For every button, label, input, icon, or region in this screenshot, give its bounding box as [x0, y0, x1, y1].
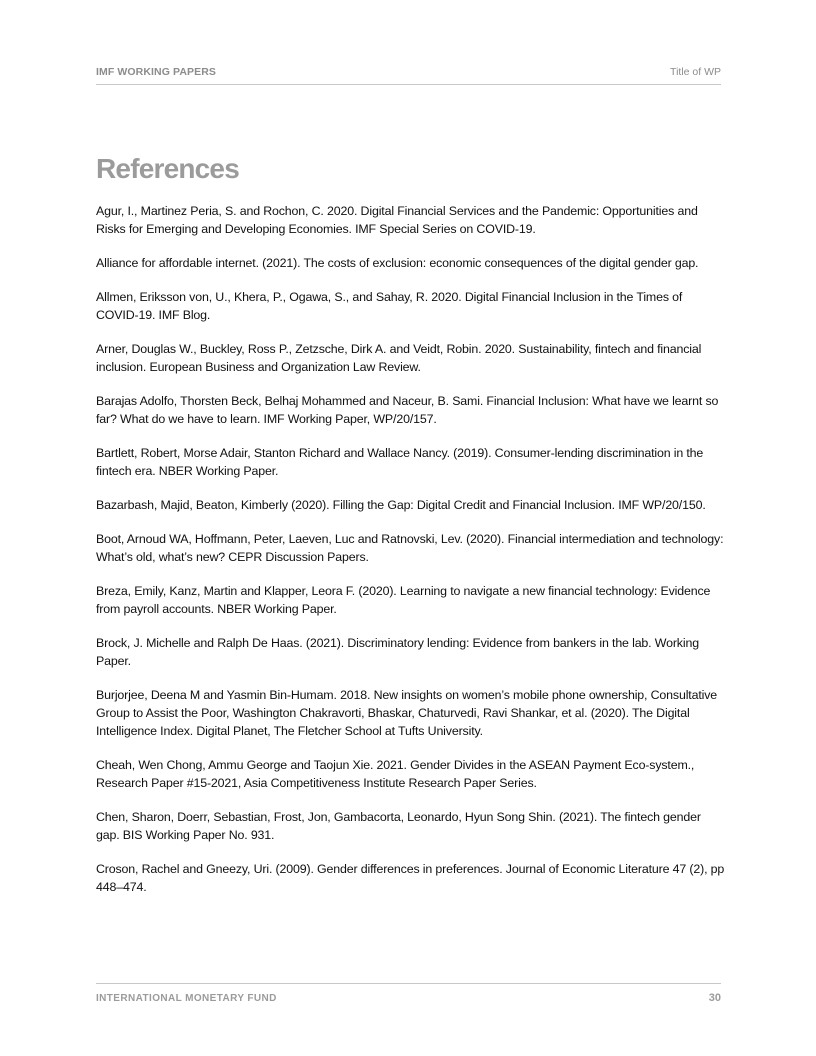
reference-entry: Barajas Adolfo, Thorsten Beck, Belhaj Mohammed and Naceur, B. Sami. Financial Inclusion: What have we learnt so far? What do we have to learn. IMF Working Paper, WP/20/157.	[96, 394, 719, 426]
running-header	[96, 66, 721, 85]
reference-list	[96, 202, 726, 912]
reference-entry: Agur, I., Martinez Peria, S. and Rochon, C. 2020. Digital Financial Services and the Pandemic: Opportunities and Risks for Emerging and Developing Economies. IMF Special Series on COVID-19.	[96, 204, 698, 236]
reference-entry: Breza, Emily, Kanz, Martin and Klapper, Leora F. (2020). Learning to navigate a new financial technology: Evidence from payroll accounts. NBER Working Paper.	[96, 584, 711, 616]
page-number: 30	[708, 992, 721, 1004]
reference-entry: Bartlett, Robert, Morse Adair, Stanton Richard and Wallace Nancy. (2019). Consumer-lending discrimination in the fintech era. NBER Working Paper.	[96, 446, 704, 478]
reference-entry: Burjorjee, Deena M and Yasmin Bin-Humam. 2018. New insights on women’s mobile phone ownership, Consultative Group to Assist the Poor, Washington Chakravorti, Bhaskar, Chaturvedi, Ravi Shankar, et al. (2020). The Digital Intelligence Index. Digital Planet, The Fletcher School at Tufts University.	[96, 688, 718, 738]
paper-title: Title of WP	[670, 66, 721, 78]
series-title: IMF WORKING PAPERS	[96, 66, 217, 78]
references-heading: References	[96, 153, 239, 184]
reference-entry: Croson, Rachel and Gneezy, Uri. (2009). Gender differences in preferences. Journal of Economic Literature 47 (2), pp 448–474.	[96, 862, 725, 894]
reference-entry: Allmen, Eriksson von, U., Khera, P., Ogawa, S., and Sahay, R. 2020. Digital Financial Inclusion in the Times of COVID-19. IMF Blog.	[96, 290, 683, 322]
reference-entry: Cheah, Wen Chong, Ammu George and Taojun Xie. 2021. Gender Divides in the ASEAN Payment Eco-system., Research Paper #15-2021, Asia Competitiveness Institute Research Paper Series.	[96, 758, 695, 790]
reference-entry: Chen, Sharon, Doerr, Sebastian, Frost, Jon, Gambacorta, Leonardo, Hyun Song Shin. (2021). The fintech gender gap. BIS Working Paper No. 931.	[96, 810, 701, 842]
running-footer	[96, 983, 721, 1006]
document-page	[96, 0, 725, 1056]
reference-entry: Arner, Douglas W., Buckley, Ross P., Zetzsche, Dirk A. and Veidt, Robin. 2020. Sustainability, fintech and financial inclusion. European Business and Organization Law Review.	[96, 342, 702, 374]
reference-entry: Alliance for affordable internet. (2021). The costs of exclusion: economic consequences of the digital gender gap.	[96, 256, 699, 270]
reference-entry: Bazarbash, Majid, Beaton, Kimberly (2020). Filling the Gap: Digital Credit and Financial Inclusion. IMF WP/20/150.	[96, 498, 706, 512]
organization-name: INTERNATIONAL MONETARY FUND	[96, 993, 277, 1004]
reference-entry: Brock, J. Michelle and Ralph De Haas. (2021). Discriminatory lending: Evidence from bankers in the lab. Working Paper.	[96, 636, 699, 668]
reference-entry: Boot, Arnoud WA, Hoffmann, Peter, Laeven, Luc and Ratnovski, Lev. (2020). Financial intermediation and technology: What’s old, what’s new? CEPR Discussion Papers.	[96, 532, 724, 564]
